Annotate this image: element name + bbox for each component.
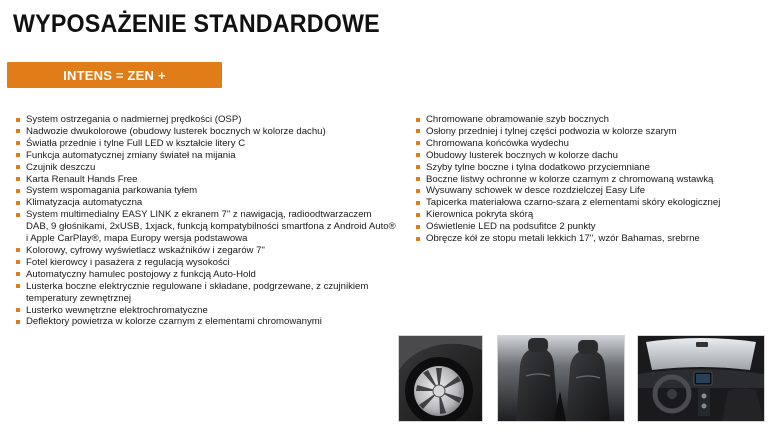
left-feature-list xyxy=(16,114,396,328)
trim-label-banner xyxy=(7,62,222,88)
list-item: Tapicerka materiałowa czarno-szara z elementami skóry ekologicznej xyxy=(416,197,761,209)
list-item: Nadwozie dwukolorowe (obudowy lusterek bocznych w kolorze dachu) xyxy=(16,126,396,138)
dashboard-cabin-photo xyxy=(637,335,765,422)
right-feature-list xyxy=(416,114,761,245)
alloy-wheel-photo xyxy=(398,335,483,422)
trim-label: INTENS = ZEN + xyxy=(63,67,166,83)
list-item: System wspomagania parkowania tyłem xyxy=(16,185,396,197)
list-item: Wysuwany schowek w desce rozdzielczej Easy Life xyxy=(416,185,761,197)
list-item: Boczne listwy ochronne w kolorze czarnym z chromowaną wstawką xyxy=(416,174,761,186)
front-seats-photo xyxy=(497,335,625,422)
list-item: Klimatyzacja automatyczna xyxy=(16,197,396,209)
list-item: Obudowy lusterek bocznych w kolorze dachu xyxy=(416,150,761,162)
list-item: Chromowane obramowanie szyb bocznych xyxy=(416,114,761,126)
list-item: Czujnik deszczu xyxy=(16,162,396,174)
list-item: Lusterko wewnętrzne elektrochromatyczne xyxy=(16,305,396,317)
list-item: Karta Renault Hands Free xyxy=(16,174,396,186)
list-item: Oświetlenie LED na podsufitce 2 punkty xyxy=(416,221,761,233)
list-item: Automatyczny hamulec postojowy z funkcją Auto-Hold xyxy=(16,269,396,281)
list-item: Funkcja automatycznej zmiany świateł na mijania xyxy=(16,150,396,162)
list-item: Obręcze kół ze stopu metali lekkich 17", wzór Bahamas, srebrne xyxy=(416,233,761,245)
list-item: Kierownica pokryta skórą xyxy=(416,209,761,221)
list-item: System ostrzegania o nadmiernej prędkości (OSP) xyxy=(16,114,396,126)
list-item: Fotel kierowcy i pasażera z regulacją wysokości xyxy=(16,257,396,269)
list-item: Osłony przedniej i tylnej części podwozia w kolorze szarym xyxy=(416,126,761,138)
list-item: Deflektory powietrza w kolorze czarnym z elementami chromowanymi xyxy=(16,316,396,328)
list-item: Chromowana końcówka wydechu xyxy=(416,138,761,150)
list-item: Światła przednie i tylne Full LED w kształcie litery C xyxy=(16,138,396,150)
list-item: System multimedialny EASY LINK z ekranem 7" z nawigacją, radioodtwarzaczem DAB, 9 głośnikami, 2xUSB, 1xjack, funkcją kompatybilności smartfona z Android Auto® i Apple CarPlay®, mapa Europy wersja podstawowa xyxy=(16,209,396,245)
list-item: Lusterka boczne elektrycznie regulowane i składane, podgrzewane, z czujnikiem temperatury zewnętrznej xyxy=(16,281,396,305)
list-item: Kolorowy, cyfrowy wyświetlacz wskaźników i zegarów 7" xyxy=(16,245,396,257)
list-item: Szyby tylne boczne i tylna dodatkowo przyciemniane xyxy=(416,162,761,174)
page-title: WYPOSAŻENIE STANDARDOWE xyxy=(13,10,380,38)
